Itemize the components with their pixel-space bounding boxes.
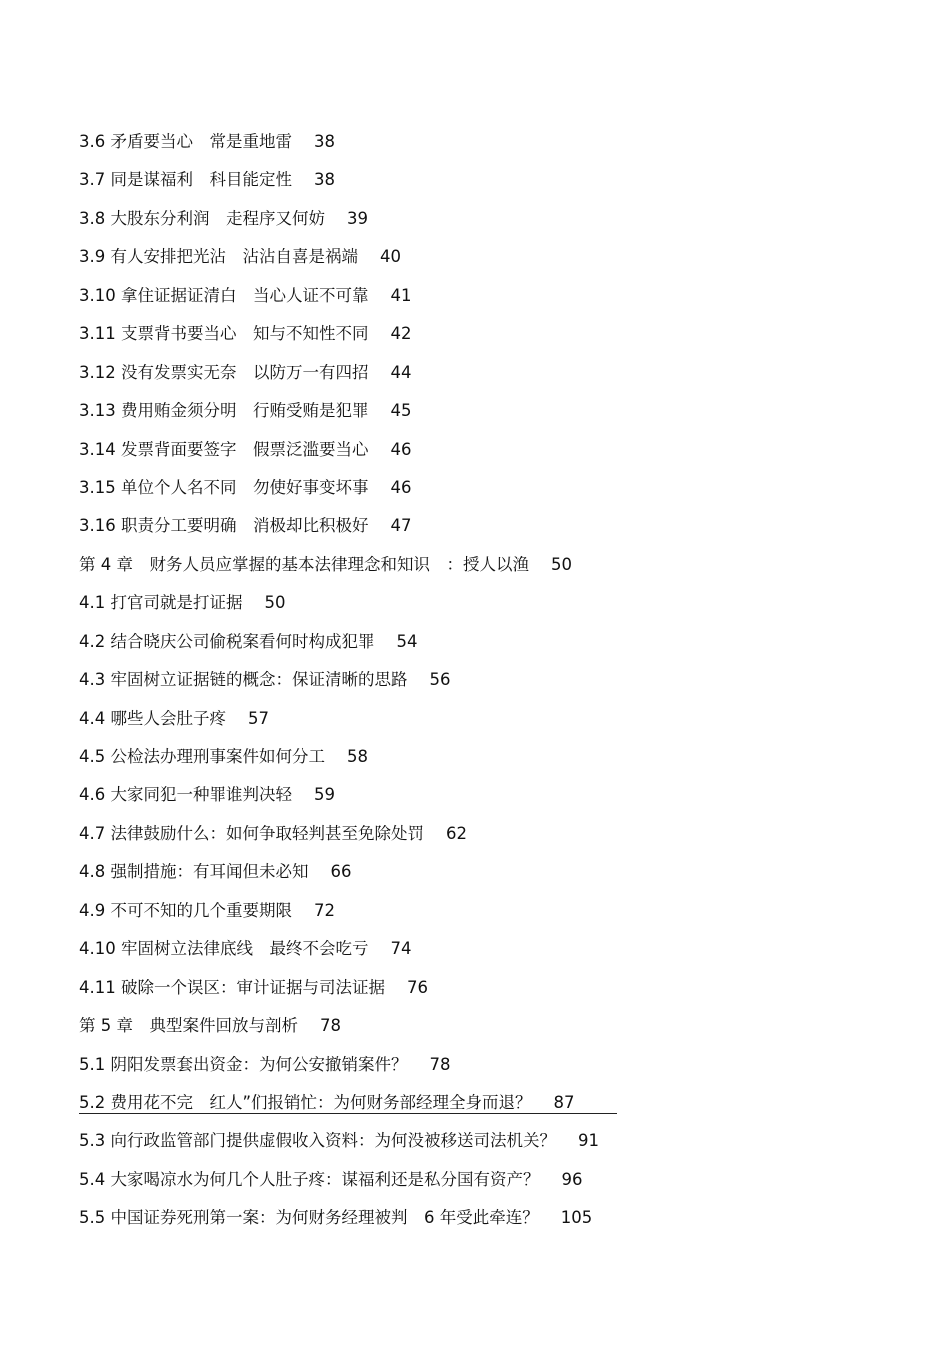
toc-entry-title: 3.10 拿住证据证清白 当心人证不可靠 [79, 285, 369, 305]
table-of-contents [79, 130, 899, 1245]
toc-entry-page: 44 [390, 362, 412, 382]
toc-entry [79, 130, 899, 168]
toc-entry [79, 399, 899, 437]
toc-entry-page: 76 [406, 977, 428, 997]
toc-entry-title: 第 4 章 财务人员应掌握的基本法律理念和知识 ：授人以渔 [79, 554, 529, 574]
toc-entry-page: 74 [390, 939, 412, 959]
toc-entry [79, 899, 899, 937]
toc-entry-page: 96 [561, 1169, 583, 1189]
toc-entry-title: 3.15 单位个人名不同 勿使好事变坏事 [79, 477, 369, 497]
toc-entry-page: 72 [314, 900, 335, 920]
toc-entry [79, 1053, 899, 1091]
toc-entry-title: 3.8 大股东分利润 走程序又何妨 [79, 208, 325, 228]
toc-entry [79, 591, 899, 629]
toc-entry-title: 3.6 矛盾要当心 常是重地雷 [79, 132, 292, 151]
toc-chapter-heading [79, 1014, 899, 1052]
toc-entry-page: 38 [314, 170, 335, 190]
toc-entry-title: 5.1 阴阳发票套出资金：为何公安撤销案件？ [79, 1054, 408, 1074]
toc-entry [79, 322, 899, 360]
toc-entry [79, 207, 899, 245]
underline-rule [79, 1113, 617, 1114]
toc-entry-title: 4.10 牢固树立法律底线 最终不会吃亏 [79, 939, 369, 959]
toc-entry [79, 937, 899, 975]
toc-entry [79, 976, 899, 1014]
toc-entry-title: 3.12 没有发票实无奈 以防万一有四招 [79, 362, 369, 382]
toc-entry [79, 438, 899, 476]
toc-entry-page: 41 [390, 285, 412, 305]
toc-entry [79, 476, 899, 514]
toc-entry-title: 3.14 发票背面要签字 假票泛滥要当心 [79, 439, 369, 459]
toc-entry-title: 5.4 大家喝凉水为何几个人肚子疼：谋福利还是私分国有资产？ [79, 1169, 540, 1189]
toc-entry-title: 3.16 职责分工要明确 消极却比积极好 [79, 516, 369, 536]
toc-entry [79, 668, 899, 706]
toc-entry [79, 822, 899, 860]
toc-entry-page: 40 [380, 247, 401, 267]
toc-entry-title: 第 5 章 典型案件回放与剖析 [79, 1016, 298, 1036]
toc-entry-title: 4.5 公检法办理刑事案件如何分工 [79, 747, 325, 766]
toc-entry-page: 62 [446, 823, 467, 843]
toc-entry [79, 514, 899, 552]
toc-entry-title: 4.7 法律鼓励什么：如何争取轻判甚至免除处罚 [79, 823, 424, 843]
toc-entry-title: 4.2 结合晓庆公司偷税案看何时构成犯罪 [79, 631, 375, 651]
toc-entry-page: 78 [320, 1016, 341, 1036]
toc-entry-page: 50 [551, 554, 572, 574]
toc-entry-title: 4.1 打官司就是打证据 [79, 593, 243, 613]
toc-entry [79, 361, 899, 399]
toc-entry-page: 45 [390, 401, 412, 421]
toc-entry-page: 59 [314, 785, 335, 805]
toc-entry-page: 66 [330, 862, 352, 882]
toc-entry [79, 707, 899, 745]
toc-entry-title: 3.9 有人安排把光沾 沾沾自喜是祸端 [79, 247, 358, 267]
toc-entry [79, 245, 899, 283]
toc-entry [79, 1168, 899, 1206]
toc-entry-page: 46 [390, 439, 412, 459]
toc-entry-title: 4.8 强制措施：有耳闻但未必知 [79, 862, 309, 882]
toc-entry-page: 42 [390, 324, 412, 344]
toc-entry-page: 58 [347, 747, 368, 766]
toc-entry-title: 4.4 哪些人会肚子疼 [79, 708, 226, 728]
toc-entry-title: 3.13 费用贿金须分明 行贿受贿是犯罪 [79, 401, 369, 421]
toc-entry-title: 5.3 向行政监管部门提供虚假收入资料：为何没被移送司法机关？ [79, 1131, 556, 1151]
toc-entry-title: 3.7 同是谋福利 科目能定性 [79, 170, 292, 190]
toc-entry-page: 56 [429, 670, 451, 690]
toc-entry [79, 783, 899, 821]
toc-entry [79, 630, 899, 668]
toc-entry-page: 57 [248, 708, 269, 728]
toc-entry-title: 4.9 不可不知的几个重要期限 [79, 900, 292, 920]
toc-entry-page: 50 [264, 593, 286, 613]
toc-chapter-heading [79, 553, 899, 591]
toc-entry-page: 38 [314, 132, 335, 151]
toc-entry [79, 168, 899, 206]
toc-entry-page: 46 [390, 477, 412, 497]
toc-entry [79, 1129, 899, 1167]
toc-entry [79, 860, 899, 898]
toc-entry-page: 78 [429, 1054, 451, 1074]
toc-entry-page: 47 [390, 516, 412, 536]
toc-entry-page: 87 [553, 1092, 575, 1112]
toc-entry [79, 1091, 899, 1129]
toc-entry-title: 4.11 破除一个误区：审计证据与司法证据 [79, 977, 385, 997]
toc-entry-title: 4.6 大家同犯一种罪谁判决轻 [79, 785, 292, 805]
toc-entry-page: 54 [396, 631, 418, 651]
toc-entry-title: 5.5 中国证券死刑第一案：为何财务经理被判 6 年受此牵连？ [79, 1208, 539, 1228]
toc-entry-title: 5.2 费用花不完 红人”们报销忙：为何财务部经理全身而退？ [79, 1092, 532, 1112]
toc-entry [79, 745, 899, 783]
toc-entry [79, 284, 899, 322]
toc-entry-page: 105 [560, 1208, 593, 1228]
toc-entry-title: 4.3 牢固树立证据链的概念：保证清晰的思路 [79, 670, 408, 690]
toc-entry-page: 39 [347, 208, 368, 228]
toc-entry [79, 1206, 899, 1244]
toc-entry-title: 3.11 支票背书要当心 知与不知性不同 [79, 324, 369, 344]
toc-entry-page: 91 [578, 1131, 599, 1151]
